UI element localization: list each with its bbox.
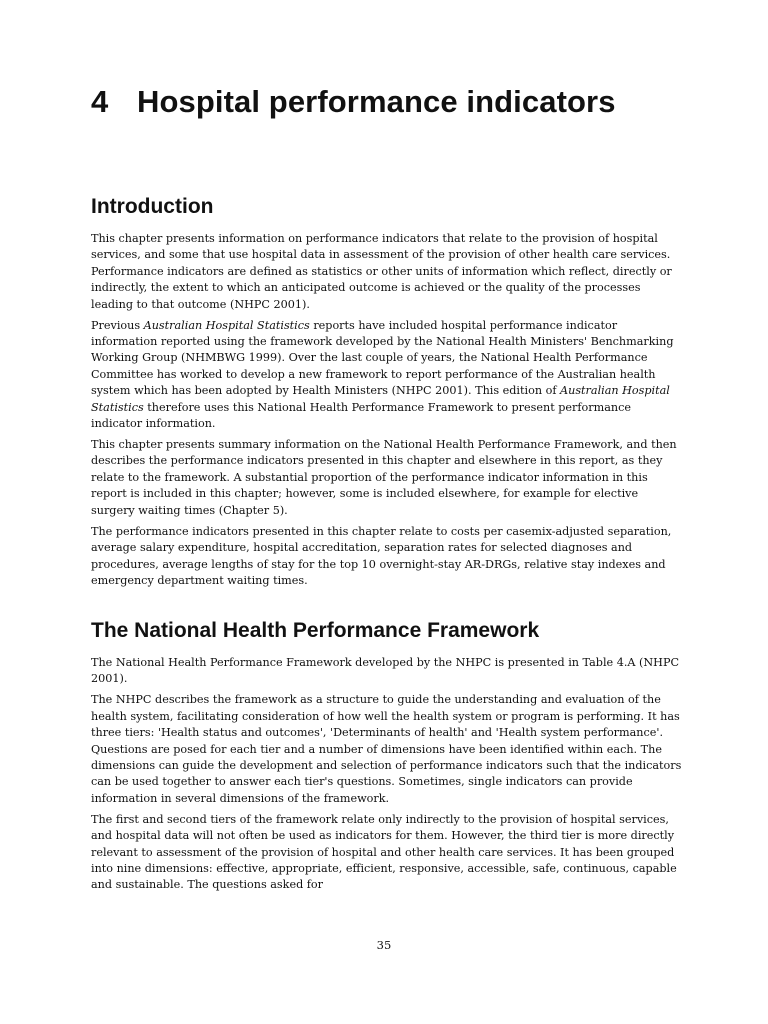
chapter-title: [91, 84, 616, 120]
text-span: Previous: [91, 318, 144, 332]
framework-body: [91, 655, 685, 898]
introduction-body: [91, 231, 685, 594]
chapter-number: 4: [91, 84, 109, 119]
framework-paragraph-1: The National Health Performance Framework developed by the NHPC is presented in Table 4.A (NHPC 2001).: [91, 656, 680, 686]
chapter-title-text: Hospital performance indicators: [137, 84, 616, 119]
framework-paragraph-2: The NHPC describes the framework as a structure to guide the understanding and evaluation of the health system, facilitating consideration of how well the health system or program is performing. It has three tiers: 'Health status and outcomes', 'Determinants of health' and 'Health system performance'. Questions are posed for each tier and a number of dimensions have been identified within each. The dimensions can guide the development and selection of performance indicators such that the indicators can be used together to answer each tier's questions. Sometimes, single indicators can provide information in several dimensions of the framework.: [91, 693, 682, 805]
introduction-paragraph-2: [91, 318, 685, 433]
text-span: therefore uses this National Health Performance Framework to present performance indicator information.: [91, 400, 631, 431]
page-number: 35: [376, 938, 392, 952]
framework-paragraph-3: The first and second tiers of the framework relate only indirectly to the provision of hospital services, and hospital data will not often be used as indicators for them. However, the third tier is more directly relevant to assessment of the provision of hospital and other health care services. It has been grouped into nine dimensions: effective, appropriate, efficient, responsive, accessible, safe, continuous, capable and sustainable. The questions asked for: [91, 812, 677, 892]
framework-heading: The National Health Performance Framework: [91, 619, 540, 642]
publication-title: Australian Hospital Statistics: [143, 318, 310, 332]
introduction-paragraph-4: The performance indicators presented in this chapter relate to costs per casemix-adjusted separation, average salary expenditure, hospital accreditation, separation rates for selected diagnoses and procedures, average lengths of stay for the top 10 overnight-stay AR-DRGs, relative stay indexes and emergency department waiting times.: [91, 524, 672, 587]
introduction-paragraph-1: This chapter presents information on performance indicators that relate to the provision of hospital services, and some that use hospital data in assessment of the provision of other health care services. Performance indicators are defined as statistics or other units of information which reflect, directly or indirectly, the extent to which an anticipated outcome is achieved or the quality of the processes leading to that outcome (NHPC 2001).: [91, 232, 672, 311]
introduction-heading: Introduction: [91, 195, 214, 218]
introduction-paragraph-3: This chapter presents summary information on the National Health Performance Framework, and then describes the performance indicators presented in this chapter and elsewhere in this report, as they relate to the framework. A substantial proportion of the performance indicator information in this report is included in this chapter; however, some is included elsewhere, for example for elective surgery waiting times (Chapter 5).: [91, 438, 677, 517]
publication-title: Australian Hospital Statistics: [91, 384, 670, 414]
text-span: reports have included hospital performance indicator information reported using the framework developed by the National Health Ministers' Benchmarking Working Group (NHMBWG 1999). Over the last couple of years, the National Health Performance Committee has worked to develop a new framework to report performance of the Australian health system which has been adopted by Health Ministers (NHPC 2001). This edition of: [91, 318, 674, 398]
